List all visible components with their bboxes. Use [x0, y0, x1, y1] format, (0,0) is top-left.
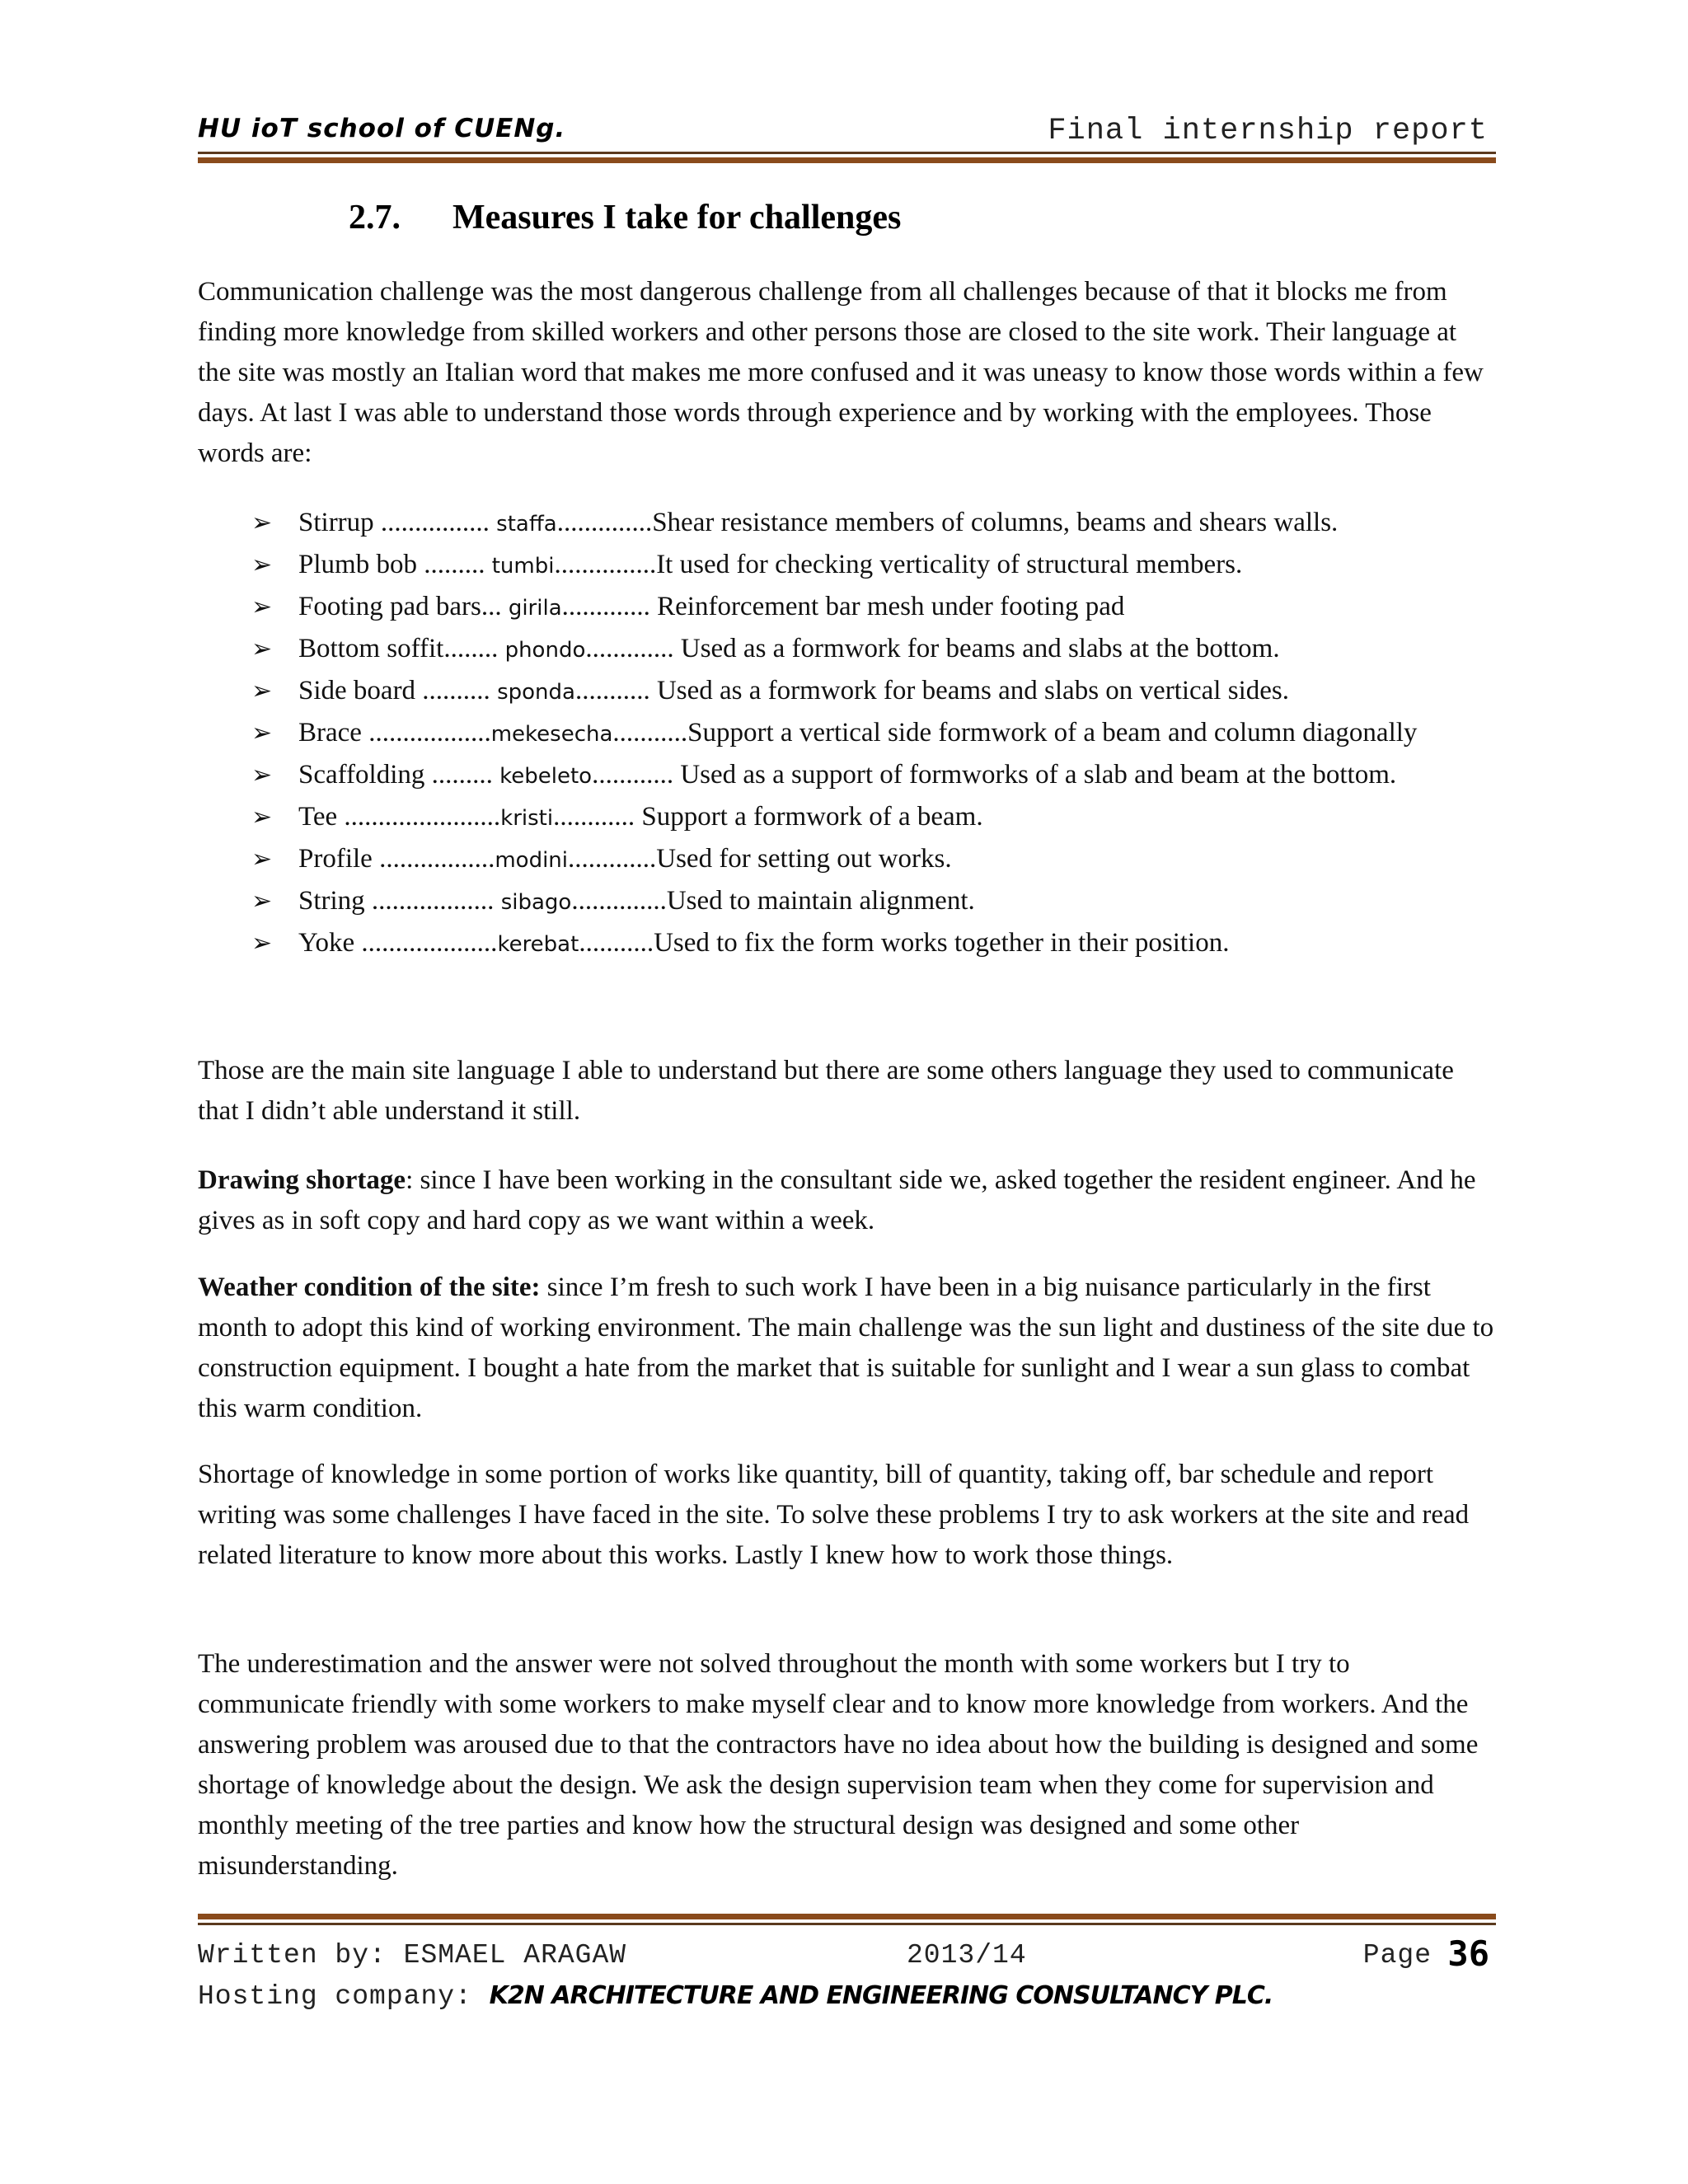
term-name: Bottom soffit........ — [298, 634, 505, 663]
term-list-item — [251, 713, 1488, 755]
page-header — [198, 109, 1496, 150]
section-heading — [349, 198, 901, 237]
term-local-word: staffa — [496, 512, 557, 537]
term-list-item — [251, 503, 1488, 545]
footer-page-number: 36 — [1447, 1933, 1489, 1974]
arrow-bullet-icon: ➢ — [251, 593, 273, 621]
term-name: Scaffolding ......... — [298, 760, 500, 790]
weather-label: Weather condition of the site: — [198, 1272, 541, 1302]
header-rule-thick — [198, 157, 1496, 163]
term-name: Brace .................. — [298, 718, 491, 748]
footer-hosting-company: K2N ARCHITECTURE AND ENGINEERING CONSULTANCY PLC. — [489, 1981, 1273, 2010]
footer-hosting-label: Hosting company: — [198, 1981, 490, 2012]
arrow-bullet-icon: ➢ — [251, 635, 273, 663]
term-description: ..............Used to maintain alignment. — [571, 886, 975, 916]
knowledge-paragraph: Shortage of knowledge in some portion of works like quantity, bill of quantity, taking off, bar schedule and report writing was some challenges I have faced in the site. To solve these problems I try to ask workers at the site and read related literature to know more about this works. Lastly I knew how to work those things. — [198, 1460, 1470, 1570]
term-name: Yoke .................... — [298, 928, 498, 958]
arrow-bullet-icon: ➢ — [251, 719, 273, 748]
arrow-bullet-icon: ➢ — [251, 887, 273, 916]
term-local-word: kebeleto — [499, 764, 593, 789]
arrow-bullet-icon: ➢ — [251, 551, 273, 579]
term-local-word: tumbi — [491, 554, 555, 579]
weather-paragraph — [198, 1268, 1496, 1429]
term-name: Stirrup ................ — [298, 508, 497, 537]
arrow-bullet-icon: ➢ — [251, 845, 273, 874]
term-local-word: phondo — [504, 638, 586, 663]
footer-rule-thick — [198, 1914, 1496, 1919]
term-local-word: sibago — [500, 890, 572, 915]
term-name: Profile ................. — [298, 844, 495, 874]
intro-paragraph: Communication challenge was the most dangerous challenge from all challenges because of that it blocks me from finding more knowledge from skilled workers and other persons those are closed to the site work. Their language at the site was mostly an Italian word that makes me more confused and it was uneasy to know those words within a few days. At last I was able to understand those words through experience and by working with the employees. Those words are: — [198, 277, 1484, 468]
section-number: 2.7. — [349, 199, 401, 237]
term-list-item — [251, 923, 1488, 965]
term-local-word: modini — [495, 848, 568, 873]
drawing-shortage-label: Drawing shortage — [198, 1165, 406, 1195]
arrow-bullet-icon: ➢ — [251, 929, 273, 958]
arrow-bullet-icon: ➢ — [251, 677, 273, 705]
term-list-item — [251, 755, 1488, 797]
term-name: Footing pad bars... — [298, 592, 509, 621]
term-description: ...........Used to fix the form works together in their position. — [579, 928, 1230, 958]
term-name: Tee ....................... — [298, 802, 501, 832]
arrow-bullet-icon: ➢ — [251, 761, 273, 790]
header-school-name: HU ioT school of CUENg. — [198, 114, 566, 143]
term-local-word: girila — [508, 596, 562, 621]
term-list-item — [251, 797, 1488, 839]
term-description: ...............It used for checking verticality of structural members. — [554, 550, 1243, 579]
term-local-word: kristi — [500, 806, 554, 831]
term-description: ............. Reinforcement bar mesh under footing pad — [561, 592, 1125, 621]
term-local-word: mekesecha — [490, 722, 613, 747]
arrow-bullet-icon: ➢ — [251, 803, 273, 832]
term-list-item — [251, 881, 1488, 923]
term-description: ............ Support a formwork of a beam. — [553, 802, 983, 832]
term-local-word: sponda — [497, 680, 575, 705]
term-name: Plumb bob ......... — [298, 550, 492, 579]
term-description: ...........Support a vertical side formwork of a beam and column diagonally — [612, 718, 1418, 748]
page-footer — [198, 1935, 1496, 1976]
term-list-item — [251, 587, 1488, 629]
term-list-item — [251, 671, 1488, 713]
footer-rule-thin — [198, 1923, 1496, 1925]
underestimation-paragraph: The underestimation and the answer were not solved throughout the month with some workers but I try to communicate friendly with some workers to make myself clear and to know more knowledge from workers. And the answering problem was aroused due to that the contractors have no idea about how the building is designed and some shortage of knowledge about the design. We ask the design supervision team when they come for supervision and monthly meeting of the tree parties and know how the structural design was designed and some other misunderstanding. — [198, 1649, 1479, 1881]
term-local-word: kerebat — [497, 932, 579, 957]
term-list — [251, 503, 1488, 965]
term-description: ..............Shear resistance members of columns, beams and shears walls. — [556, 508, 1339, 537]
section-title: Measures I take for challenges — [452, 199, 902, 237]
term-name: Side board .......... — [298, 676, 498, 705]
term-description: .............Used for setting out works. — [568, 844, 952, 874]
term-description: ........... Used as a formwork for beams and slabs on vertical sides. — [574, 676, 1289, 705]
term-description: ............. Used as a formwork for beams and slabs at the bottom. — [585, 634, 1280, 663]
footer-hosting — [198, 1981, 1496, 2022]
drawing-shortage-paragraph — [198, 1160, 1496, 1241]
drawing-shortage-text: : since I have been working in the consultant side we, asked together the resident engineer. And he gives as in soft copy and hard copy as we want within a week. — [198, 1165, 1476, 1235]
header-report-title: Final internship report — [1048, 114, 1488, 148]
after-list-paragraph: Those are the main site language I able to understand but there are some others language they used to communicate that I didn’t able understand it still. — [198, 1056, 1454, 1126]
weather-text: since I’m fresh to such work I have been in a big nuisance particularly in the first month to adopt this kind of working environment. The main challenge was the sun light and dustiness of the site due to construction equipment. I bought a hate from the market that is suitable for sunlight and I wear a sun glass to combat this warm condition. — [198, 1272, 1494, 1423]
term-list-item — [251, 629, 1488, 671]
term-list-item — [251, 839, 1488, 881]
footer-author: Written by: ESMAEL ARAGAW — [198, 1940, 627, 1971]
footer-page-label: Page — [1362, 1940, 1432, 1971]
arrow-bullet-icon: ➢ — [251, 509, 273, 537]
term-description: ............ Used as a support of formworks of a slab and beam at the bottom. — [592, 760, 1397, 790]
header-rule-thin — [198, 152, 1496, 154]
footer-year: 2013/14 — [907, 1940, 1027, 1971]
term-list-item — [251, 545, 1488, 587]
term-name: String .................. — [298, 886, 501, 916]
